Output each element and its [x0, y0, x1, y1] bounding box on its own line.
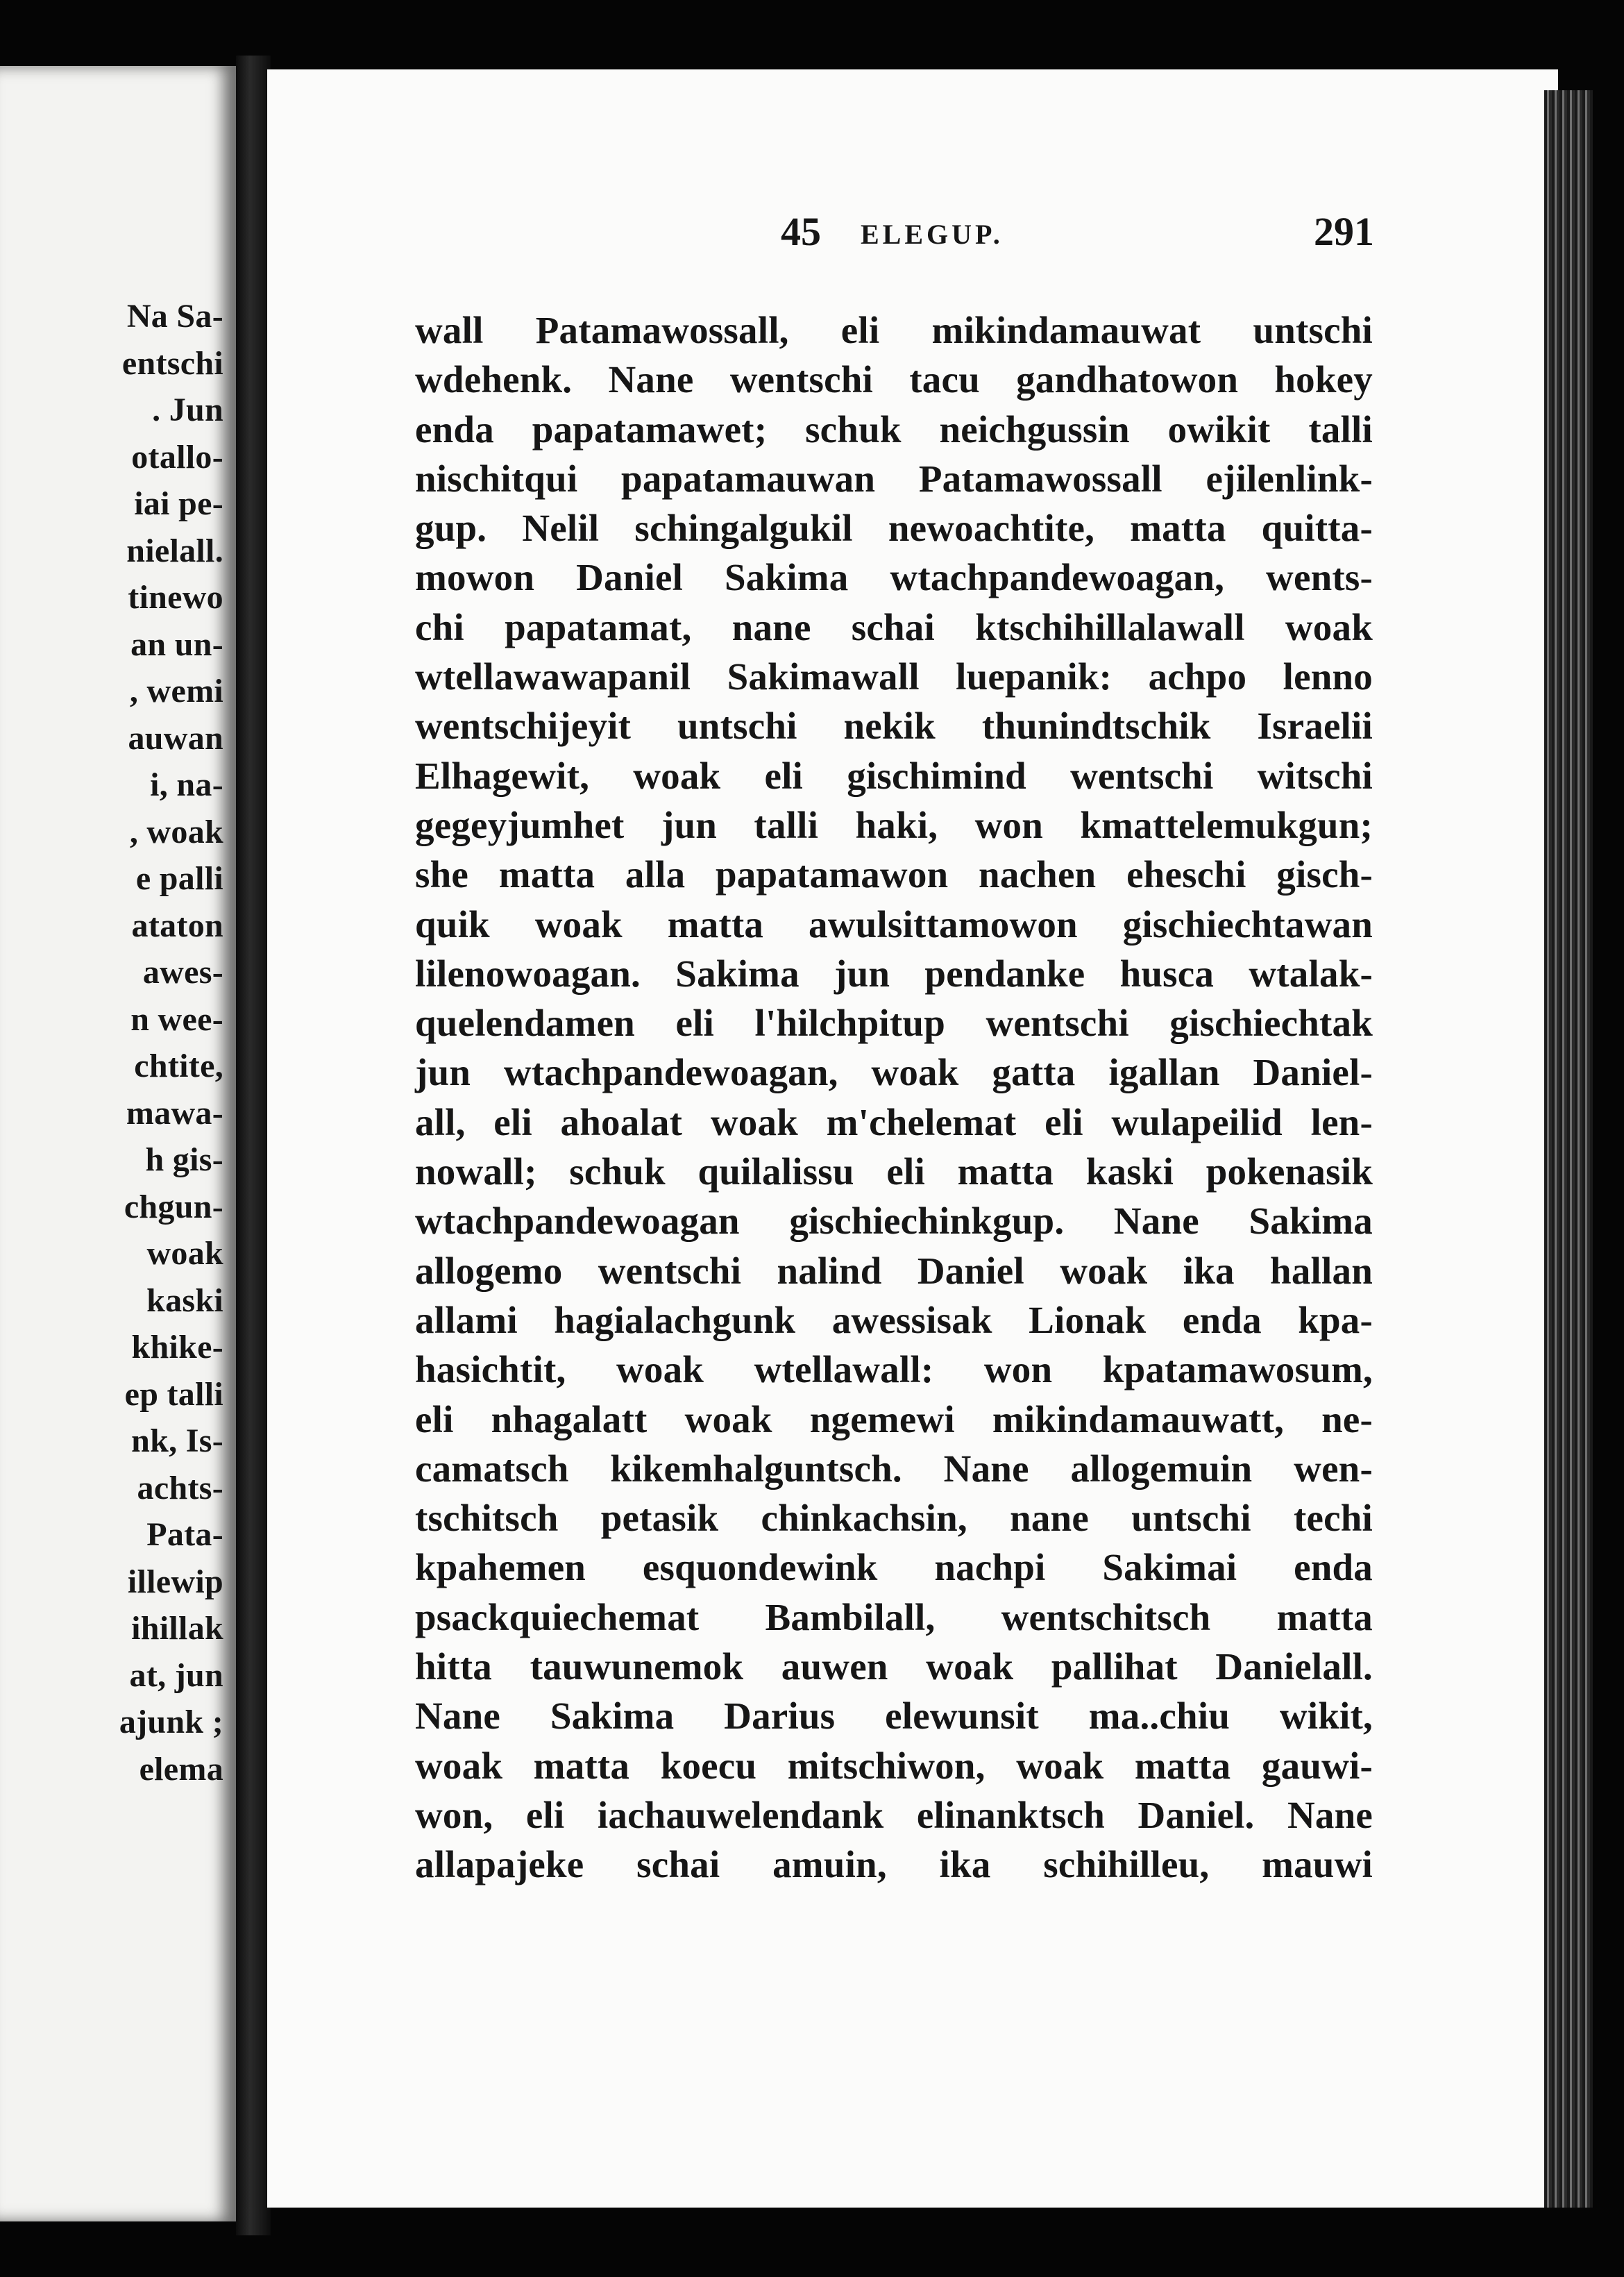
text-line: quelendamen eli l'hilchpitup wentschi gischiechtak: [415, 1002, 1373, 1045]
left-page-line: entschi: [121, 344, 223, 382]
left-page-line: . Jun: [152, 392, 223, 428]
text-line: wtellawawapanil Sakimawall luepanik: achpo lenno: [415, 655, 1373, 698]
left-page-line: khike-: [131, 1329, 223, 1366]
left-page-line: an un-: [130, 625, 223, 663]
left-page-line: woak: [146, 1235, 223, 1272]
left-page-line: h gis-: [145, 1141, 223, 1178]
left-page-line: i, na-: [150, 766, 223, 803]
page-number: 291: [1314, 209, 1374, 254]
left-page-line: Na Sa-: [126, 298, 223, 335]
text-line: camatsch kikemhalguntsch. Nane allogemuin wen-: [415, 1447, 1373, 1490]
running-title: ELEGUP.: [861, 219, 1004, 250]
left-page-text: [0, 293, 229, 1792]
left-page-line: ajunk ;: [119, 1704, 223, 1740]
left-page-line: nielall.: [126, 532, 223, 569]
text-line: Nane Sakima Darius elewunsit ma..chiu wikit,: [415, 1695, 1373, 1738]
text-line: wtachpandewoagan gischiechinkgup. Nane Sakima: [415, 1200, 1373, 1243]
text-line: chi papatamat, nane schai ktschihillalawall woak: [415, 605, 1373, 648]
text-line: psackquiechemat Bambilall, wentschitsch matta: [415, 1595, 1373, 1638]
left-page-line: Pata-: [146, 1516, 223, 1553]
text-line: allogemo wentschi nalind Daniel woak ika hallan: [415, 1249, 1373, 1292]
left-page-line: chgun-: [124, 1188, 223, 1225]
text-line: enda papatamawet; schuk neichgussin owikit talli: [415, 407, 1373, 451]
text-line: wdehenk. Nane wentschi tacu gandhatowon hokey: [415, 358, 1373, 401]
left-page-line: achts-: [137, 1469, 223, 1506]
left-page-line: chtite,: [134, 1048, 223, 1084]
text-line: quik woak matta awulsittamowon gischiechtawan: [415, 902, 1373, 946]
left-page-line: at, jun: [129, 1656, 223, 1694]
text-line: allapajeke schai amuin, ika schihilleu, mauwi: [415, 1843, 1373, 1886]
text-line: wentschijeyit untschi nekik thunindtschik Israelii: [415, 705, 1373, 748]
text-line: nischitqui papatamauwan Patamawossall ejilenlink-: [415, 457, 1373, 500]
text-line: allami hagialachgunk awessisak Lionak enda kpa-: [415, 1298, 1373, 1341]
text-line: mowon Daniel Sakima wtachpandewoagan, wents-: [415, 556, 1373, 599]
left-page-line: nk, Is-: [131, 1422, 223, 1459]
left-page-line: , woak: [129, 813, 223, 850]
left-page-line: iai pe-: [134, 485, 223, 522]
text-line: Elhagewit, woak eli gischimind wentschi witschi: [415, 754, 1373, 797]
text-line: she matta alla papatamawon nachen eheschi gisch-: [415, 853, 1373, 896]
left-page: [0, 66, 236, 2221]
text-line: jun wtachpandewoagan, woak gatta igallan Daniel-: [415, 1051, 1373, 1094]
text-line: tschitsch petasik chinkachsin, nane untschi techi: [415, 1497, 1373, 1540]
left-page-line: awes-: [142, 954, 223, 991]
left-page-line: ataton: [131, 907, 223, 944]
left-page-line: , wemi: [129, 673, 223, 709]
text-line: eli nhagalatt woak ngemewi mikindamauwatt, ne-: [415, 1397, 1373, 1440]
text-line: hasichtit, woak wtellawall: won kpatamawosum,: [415, 1348, 1373, 1391]
left-page-line: e palli: [135, 860, 223, 897]
text-line: gegeyjumhet jun talli haki, won kmattelemukgun;: [415, 803, 1373, 846]
text-line: hitta tauwunemok auwen woak pallihat Danielall.: [415, 1645, 1373, 1688]
left-page-line: mawa-: [126, 1094, 223, 1132]
text-line: lilenowoagan. Sakima jun pendanke husca wtalak-: [415, 952, 1373, 995]
text-line: wall Patamawossall, eli mikindamauwat untschi: [415, 309, 1373, 351]
left-page-line: n wee-: [130, 1000, 223, 1038]
book-gutter: [236, 56, 271, 2235]
text-line: gup. Nelil schingalgukil newoachtite, matta quitta-: [415, 507, 1373, 550]
left-page-line: ihillak: [131, 1610, 223, 1647]
left-page-line: auwan: [128, 719, 223, 757]
text-line: won, eli iachauwelendank elinanktsch Daniel. Nane: [415, 1793, 1373, 1836]
left-page-line: kaski: [146, 1282, 223, 1319]
body-text: [415, 305, 1373, 1890]
left-page-line: illewip: [127, 1563, 223, 1600]
left-page-line: ep talli: [124, 1375, 223, 1413]
text-line: all, eli ahoalat woak m'chelemat eli wulapeilid len-: [415, 1100, 1373, 1143]
text-line: nowall; schuk quilalissu eli matta kaski pokenasik: [415, 1150, 1373, 1193]
text-line: woak matta koecu mitschiwon, woak matta gauwi-: [415, 1744, 1373, 1787]
left-page-line: otallo-: [131, 438, 223, 476]
page-edges: [1544, 90, 1593, 2208]
left-page-line: tinewo: [128, 579, 223, 616]
left-page-line: elema: [139, 1750, 223, 1788]
text-line: kpahemen esquondewink nachpi Sakimai enda: [415, 1546, 1373, 1589]
page-header: [416, 208, 1374, 271]
chapter-number: 45: [781, 209, 821, 254]
